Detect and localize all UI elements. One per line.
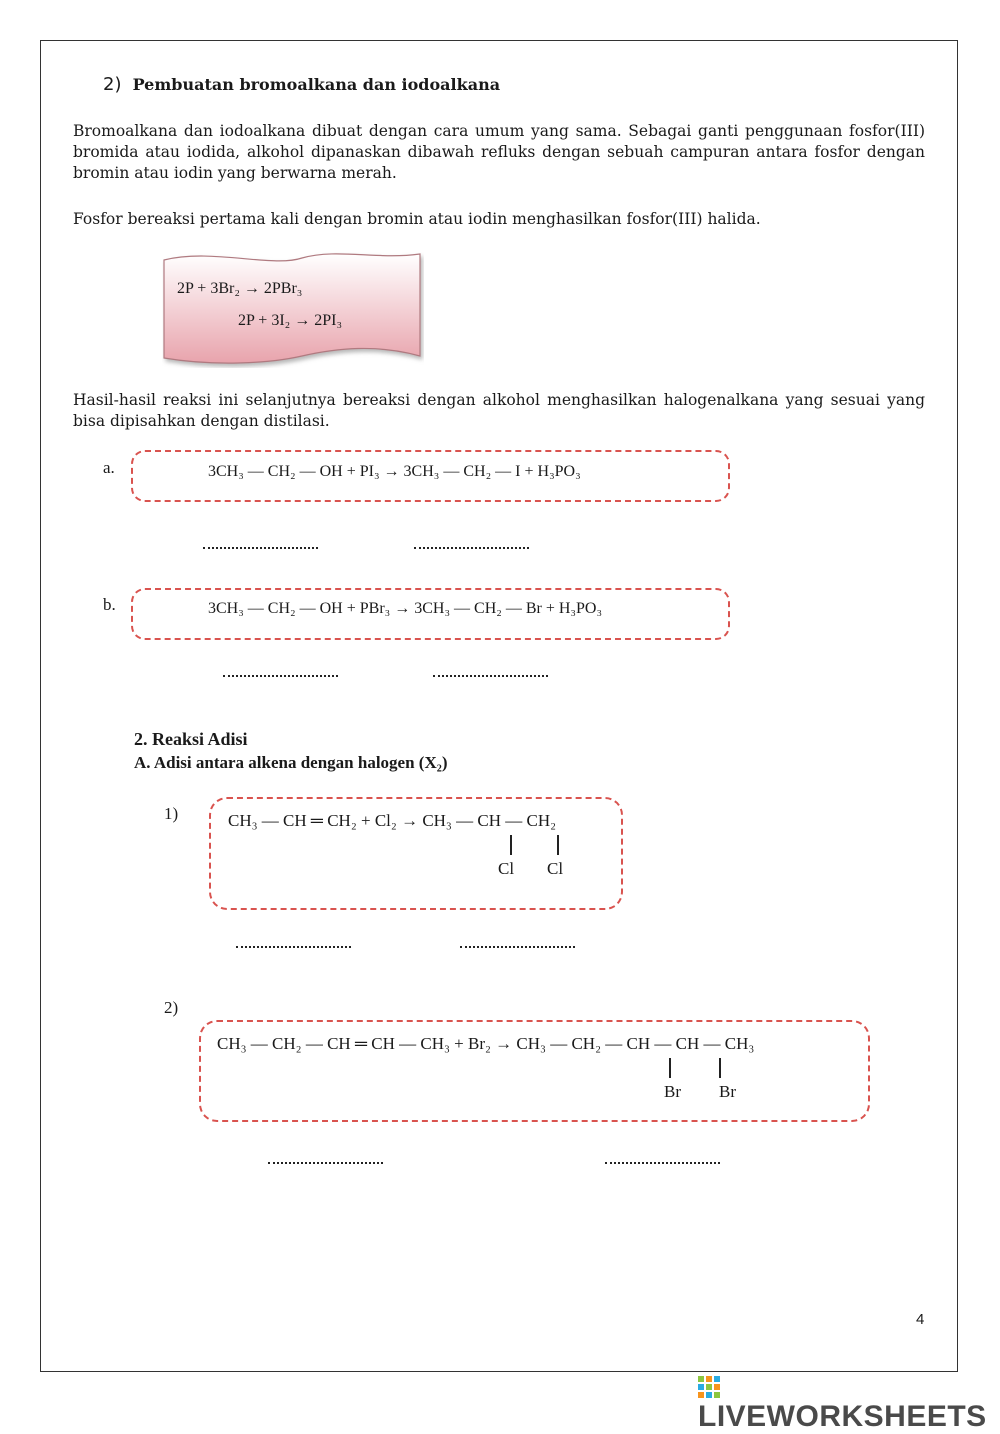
reaction-1-bond-1 bbox=[510, 835, 512, 855]
section-number: 2) bbox=[103, 74, 122, 95]
reaction-banner bbox=[162, 252, 424, 368]
section-heading bbox=[103, 74, 500, 95]
result-paragraph: Hasil-hasil reaksi ini selanjutnya bereaksi dengan alkohol menghasilkan halogenalkana yang sesuai yang bisa dipisahkan dengan distilasi. bbox=[73, 391, 925, 430]
banner-equation-iodine: 2P + 3I₂ → 2PI₃ bbox=[238, 312, 343, 329]
reaction-1-chlorine-1: Cl bbox=[498, 859, 515, 878]
answer-blank-1a[interactable] bbox=[236, 940, 351, 948]
liveworksheets-mark-icon bbox=[698, 1376, 720, 1398]
halogen-addition-subheading: A. Adisi antara alkena dengan halogen (X₂) bbox=[134, 753, 448, 772]
reaction-2-bond-2 bbox=[719, 1058, 721, 1078]
section-title: Pembuatan bromoalkana dan iodoalkana bbox=[132, 75, 501, 94]
answer-blank-a1[interactable] bbox=[203, 541, 318, 549]
reaction-1-equation: CH₃ — CH ═ CH₂ + Cl₂ → CH₃ — CH — CH₂ bbox=[228, 811, 557, 830]
reaction-2-bond-1 bbox=[669, 1058, 671, 1078]
phosphorus-paragraph: Fosfor bereaksi pertama kali dengan bromin atau iodin menghasilkan fosfor(III) halida. bbox=[73, 210, 761, 228]
reaction-2-label: 2) bbox=[164, 998, 179, 1017]
banner-shape bbox=[162, 252, 424, 368]
banner-equation-bromine: 2P + 3Br₂ → 2PBr₃ bbox=[177, 280, 303, 297]
reaction-b-label: b. bbox=[103, 595, 116, 614]
answer-blank-2a[interactable] bbox=[268, 1156, 383, 1164]
intro-paragraph: Bromoalkana dan iodoalkana dibuat dengan cara umum yang sama. Sebagai ganti penggunaan fosfor(III) bromida atau iodida, alkohol dipanaskan dibawah refluks dengan sebuah campuran antara fosfor dengan bromin atau iodin yang berwarna merah. bbox=[73, 122, 925, 182]
page-frame bbox=[40, 40, 958, 1372]
reaction-a-equation: 3CH₃ — CH₂ — OH + PI₃ → 3CH₃ — CH₂ — I + H₃PO₃ bbox=[208, 463, 581, 480]
liveworksheets-text: LIVEWORKSHEETS bbox=[698, 1400, 987, 1433]
answer-blank-2b[interactable] bbox=[605, 1156, 720, 1164]
answer-blank-b1[interactable] bbox=[223, 669, 338, 677]
reaction-a-label: a. bbox=[103, 458, 115, 477]
liveworksheets-logo bbox=[698, 1376, 1000, 1434]
reaction-2-equation: CH₃ — CH₂ — CH ═ CH — CH₃ + Br₂ → CH₃ — CH₂ — CH — CH — CH₃ bbox=[217, 1034, 755, 1053]
answer-blank-1b[interactable] bbox=[460, 940, 575, 948]
answer-blank-b2[interactable] bbox=[433, 669, 548, 677]
reaction-2-bromine-1: Br bbox=[664, 1082, 681, 1101]
reaction-b-equation: 3CH₃ — CH₂ — OH + PBr₃ → 3CH₃ — CH₂ — Br + H₃PO₃ bbox=[208, 600, 603, 617]
reaction-1-label: 1) bbox=[164, 804, 179, 823]
reaction-1-bond-2 bbox=[557, 835, 559, 855]
reaction-1-chlorine-2: Cl bbox=[547, 859, 564, 878]
page-number: 4 bbox=[916, 1311, 925, 1328]
addition-reaction-heading: 2. Reaksi Adisi bbox=[134, 729, 248, 749]
reaction-2-bromine-2: Br bbox=[719, 1082, 736, 1101]
answer-blank-a2[interactable] bbox=[414, 541, 529, 549]
